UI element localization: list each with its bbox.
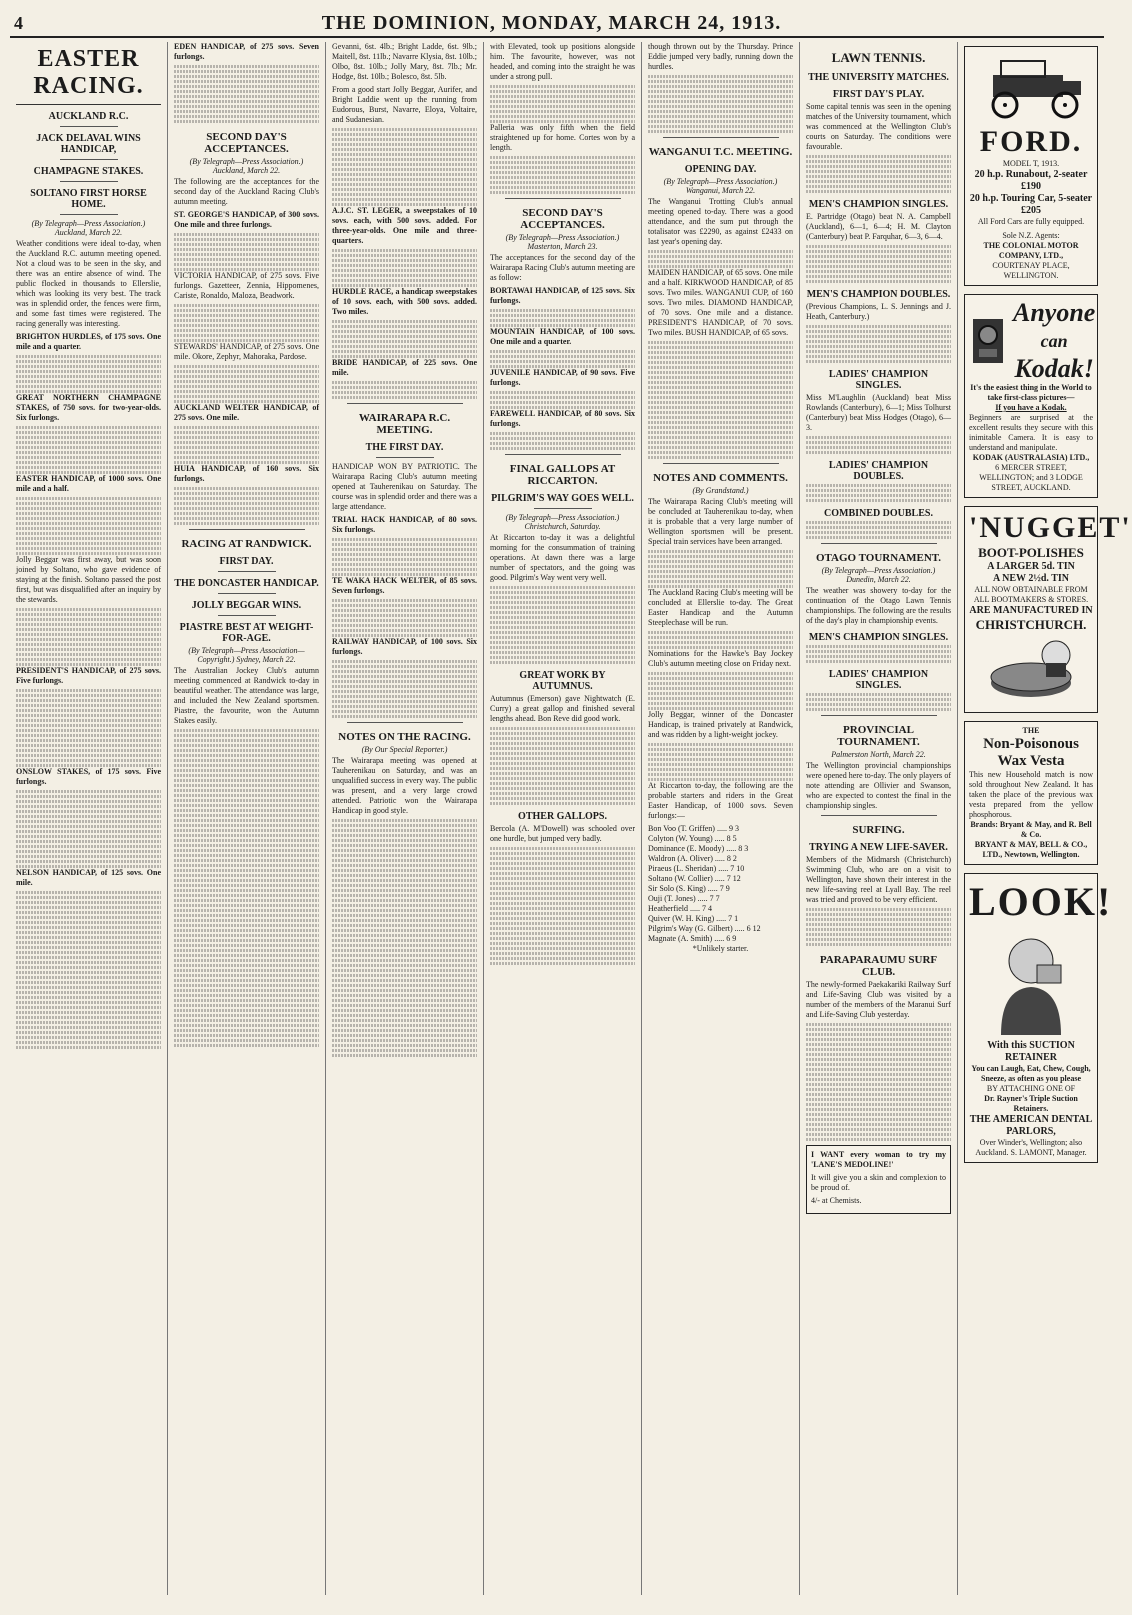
article-paragraph: At Riccarton to-day it was a delightful morning for the consummation of training operations. At dawn there was a large number of spectators, and the going was good. Pilgrim's Way went very well. <box>490 533 635 582</box>
column-5 <box>642 42 800 1595</box>
subhead: FIRST DAY. <box>219 556 274 567</box>
ad-text: 4/- at Chemists. <box>811 1196 862 1205</box>
portrait-illustration <box>981 925 1081 1035</box>
ad-text: Dr. Rayner's Triple Suction Retainers. <box>984 1094 1078 1113</box>
subhead: LADIES' CHAMPION DOUBLES. <box>828 460 929 482</box>
race-heading: HURDLE RACE, a handicap sweepstakes of 10 sovs. each, with 500 sovs. added. Two miles. <box>332 287 477 316</box>
article-paragraph: The newly-formed Paekakariki Railway Surf and Life-Saving Club was visited by a number of the members of the Maranui Surf and Life-Saving Club yesterday. <box>806 980 951 1019</box>
subhead: OPENING DAY. <box>684 164 757 175</box>
article-paragraph: though thrown out by the Thursday. Prince Eddie jumped very badly, running down the hurdles. <box>648 42 793 71</box>
race-heading: A.J.C. ST. LEGER, a sweepstakes of 10 sovs. each, with 500 sovs. added. For three-year-olds. One mile and three-quarters. <box>332 206 477 245</box>
byline: (By Telegraph—Press Association.) Wanganui, March 22. <box>663 177 778 195</box>
race-heading: NELSON HANDICAP, of 125 sovs. One mile. <box>16 868 161 887</box>
section-heading: FINAL GALLOPS AT RICCARTON. <box>509 463 616 487</box>
starter-entry: Bon Voo (T. Griffen) ..... 9 3 <box>648 824 739 833</box>
race-entries: STEWARDS' HANDICAP, of 275 sovs. One mile. Okore, Zephyr, Mahoraka, Pardose. <box>174 342 319 361</box>
race-heading: AUCKLAND WELTER HANDICAP, of 275 sovs. One mile. <box>174 403 319 422</box>
nugget-advert <box>964 506 1132 713</box>
subhead: THE FIRST DAY. <box>365 442 444 453</box>
ad-text: Beginners are surprised at the excellent results they secure with this inimitable Camera. It is easy to understand and manipulate. <box>969 413 1093 452</box>
ad-address: 6 MERCER STREET, WELLINGTON; and 3 LODGE STREET, AUCKLAND. <box>979 463 1083 492</box>
column-4 <box>484 42 642 1595</box>
ad-company: THE AMERICAN DENTAL PARLORS, <box>969 1114 1093 1137</box>
race-heading: GREAT NORTHERN CHAMPAGNE STAKES, of 750 sovs. for two-year-olds. Six furlongs. <box>16 393 161 422</box>
section-heading: PROVINCIAL TOURNAMENT. <box>837 724 920 748</box>
article-paragraph: Some capital tennis was seen in the opening matches of the University tournament, which was commenced at the Wellington Club's courts on Saturday. The conditions were favourable. <box>806 102 951 151</box>
column-7-adverts <box>958 42 1132 1595</box>
race-heading: ST. GEORGE'S HANDICAP, of 300 sovs. One mile and three furlongs. <box>174 210 319 229</box>
byline: (By Telegraph—Press Association.) Auckland, March 22. <box>31 219 146 237</box>
section-heading: SURFING. <box>852 824 905 836</box>
section-heading: EASTER RACING. <box>16 46 161 105</box>
footnote: *Unlikely starter. <box>692 944 749 953</box>
article-paragraph: The Wellington provincial championships were opened here to-day. The only players of note attending are Ollivier and Swanson, who are expected to contest the final in the championship singles. <box>806 761 951 810</box>
ad-text: CHRISTCHURCH. <box>975 617 1087 632</box>
starter-entry: Magnate (A. Smith) ..... 6 9 <box>648 934 737 943</box>
ad-address: COURTENAY PLACE, WELLINGTON. <box>992 261 1070 280</box>
subhead: PILGRIM'S WAY GOES WELL. <box>491 493 634 504</box>
section-heading: WANGANUI T.C. MEETING. <box>648 146 793 158</box>
subhead: AUCKLAND R.C. <box>48 111 129 122</box>
dental-advert <box>964 873 1113 1163</box>
byline: (By Telegraph—Press Association.) Masterton, March 23. <box>505 233 620 251</box>
article-paragraph: HANDICAP WON BY PATRIOTIC. The Wairarapa Racing Club's autumn meeting opened at Tauherenikau on Saturday. The course was in splendid order and there was a large attendance. <box>332 462 477 511</box>
subhead: FIRST DAY'S PLAY. <box>832 89 925 100</box>
byline: Palmerston North, March 22. <box>831 750 926 759</box>
subhead: SOLTANO FIRST HORSE HOME. <box>30 188 147 210</box>
ad-text: If you have a Kodak. <box>995 403 1067 412</box>
starter-entry: Heatherfield ..... 7 4 <box>648 904 712 913</box>
subhead: MEN'S CHAMPION DOUBLES. <box>806 289 951 300</box>
race-heading: PRESIDENT'S HANDICAP, of 275 sovs. Five furlongs. <box>16 666 161 685</box>
match-results: Miss M'Laughlin (Auckland) beat Miss Rowlands (Canterbury), 6—1; Miss Tolhurst (Canterbury) beat Miss Hodges (Otago), 6—3. <box>806 393 951 432</box>
race-heading: EDEN HANDICAP, of 275 sovs. Seven furlongs. <box>174 42 319 61</box>
article-paragraph: Bercola (A. M'Dowell) was schooled over one hurdle, but jumped very badly. <box>490 824 635 843</box>
race-heading: ONSLOW STAKES, of 175 sovs. Five furlongs. <box>16 767 161 786</box>
subhead: THE DONCASTER HANDICAP. <box>174 578 319 589</box>
article-paragraph: The Auckland Racing Club's meeting will be concluded at Ellerslie to-day. The Great Easter Handicap and the Autumn Steeplechase will be run. <box>648 588 793 627</box>
newspaper-page <box>10 10 1132 1595</box>
subhead: JACK DELAVAL WINS HANDICAP, <box>36 133 141 155</box>
section-heading: LAWN TENNIS. <box>831 50 926 65</box>
ad-text: Brands: Bryant & May, and R. Bell & Co. <box>970 820 1092 839</box>
section-heading: OTAGO TOURNAMENT. <box>815 552 942 564</box>
ad-text: MODEL T, 1913. <box>1002 159 1060 168</box>
ad-price-line: 20 h.p. Runabout, 2-seater £190 <box>974 169 1088 192</box>
ad-text: With this SUCTION RETAINER <box>987 1040 1075 1063</box>
ad-text: A NEW 2½d. TIN <box>992 573 1070 584</box>
ad-headline: LOOK! <box>969 879 1113 924</box>
ad-company: BRYANT & MAY, BELL & CO., LTD., Newtown, Wellington. <box>974 840 1088 859</box>
column-6 <box>800 42 958 1595</box>
subhead: THE UNIVERSITY MATCHES. <box>808 72 949 83</box>
byline: (By Grandstand.) <box>692 486 749 495</box>
column-2 <box>168 42 326 1595</box>
race-heading: TE WAKA HACK WELTER, of 85 sovs. Seven furlongs. <box>332 576 477 595</box>
race-heading: HUIA HANDICAP, of 160 sovs. Six furlongs. <box>174 464 319 483</box>
match-results: (Previous Champions, L. S. Jennings and J. Heath, Canterbury.) <box>806 302 951 321</box>
ad-headline: can <box>1040 331 1068 351</box>
starter-entry: Pilgrim's Way (G. Gilbert) ..... 6 12 <box>648 924 761 933</box>
subhead: TRYING A NEW LIFE-SAVER. <box>809 842 948 853</box>
ford-advert <box>964 46 1098 286</box>
ad-text: THE <box>1022 726 1040 735</box>
article-paragraph: Autumnus (Emerson) gave Nightwatch (E. Curry) a great gallop and finished several lengths ahead. Bon Reve did good work. <box>490 694 635 723</box>
starter-entry: Sir Solo (S. King) ..... 7 9 <box>648 884 730 893</box>
ad-text: A LARGER 5d. TIN <box>987 561 1075 572</box>
byline: (By Our Special Reporter.) <box>361 745 448 754</box>
starter-entry: Ouji (T. Jones) ..... 7 7 <box>648 894 720 903</box>
article-paragraph: Weather conditions were ideal to-day, when the Auckland R.C. autumn meeting opened. Not a cloud was to be seen in the sky, and there was an entire absence of wind. The public flocked in thousands to Ellerslie, which was looking its very best. The track was in splendid order, the fences were firm, and some fast times were registered. The racing generally was interesting. <box>16 239 161 328</box>
race-heading: JUVENILE HANDICAP, of 90 sovs. Five furlongs. <box>490 368 635 387</box>
starter-entry: Quiver (W. H. King) ..... 7 1 <box>648 914 739 923</box>
starter-entry: Dominance (E. Moody) ..... 8 3 <box>648 844 749 853</box>
section-heading: NOTES AND COMMENTS. <box>653 472 788 484</box>
subhead: COMBINED DOUBLES. <box>824 508 933 519</box>
race-heading: FAREWELL HANDICAP, of 80 sovs. Six furlongs. <box>490 409 635 428</box>
subhead: OTHER GALLOPS. <box>518 811 607 822</box>
ad-text: All Ford Cars are fully equipped. <box>977 217 1085 226</box>
article-paragraph: At Riccarton to-day, the following are the probable starters and riders in the Great Easter Handicap, of 1000 sovs. Seven furlongs:— <box>648 781 793 820</box>
column-3 <box>326 42 484 1595</box>
ad-text: It will give you a skin and complexion to be proud of. <box>811 1173 946 1192</box>
race-heading: EASTER HANDICAP, of 1000 sovs. One mile and a half. <box>16 474 161 493</box>
byline: (By Telegraph—Press Association.) Dunedin, March 22. <box>821 566 936 584</box>
car-illustration <box>971 53 1091 123</box>
article-paragraph: The Wairarapa Racing Club's meeting will be concluded at Tauherenikau to-day, when it is probable that a very large number of Wellington sportsmen will be present. Special train services have been arranged. <box>648 497 793 546</box>
race-heading: BRIDE HANDICAP, of 225 sovs. One mile. <box>332 358 477 377</box>
match-results: E. Partridge (Otago) beat N. A. Campbell (Auckland), 6—1, 6—4; H. M. Clayton (Canterbury) beat P. Farquhar, 6—3, 6—4. <box>806 212 951 241</box>
section-heading: SECOND DAY'S ACCEPTANCES. <box>520 207 605 231</box>
article-paragraph: The acceptances for the second day of the Wairarapa Racing Club's autumn meeting are as follow: <box>490 253 635 282</box>
article-paragraph: Gevanni, 6st. 4lb.; Bright Ladde, 6st. 9lb.; Maitell, 8st. 11lb.; Navarre Klysia, 8st. 10lb.; Olbo, 8st. 10lb.; Jolly Mary, 8st. 7lb.; Mr. Hodge, 8st. 10lb.; Bolesco, 8st. 5lb. <box>332 42 478 81</box>
ford-logo: FORD. <box>979 125 1083 158</box>
nugget-logo: 'NUGGET' <box>969 511 1132 544</box>
race-entries: VICTORIA HANDICAP, of 275 sovs. Five furlongs. Gazetteer, Zennia, Hippomenes, Cariste, Ronaldo, Maloza, Beadwork. <box>174 271 319 300</box>
columns <box>10 42 1132 1595</box>
lanes-medoline-advert <box>806 1145 951 1214</box>
section-heading: PARAPARAUMU SURF CLUB. <box>819 954 938 978</box>
subhead: GREAT WORK BY AUTUMNUS. <box>519 670 606 692</box>
kodak-advert <box>964 294 1098 498</box>
article-paragraph: The following are the acceptances for the second day of the Auckland Racing Club's autumn meeting. <box>174 177 319 206</box>
ad-address: Over Winder's, Wellington; also Auckland. S. LAMONT, Manager. <box>975 1138 1087 1157</box>
subhead: MEN'S CHAMPION SINGLES. <box>808 632 949 643</box>
ad-text: It's the easiest thing in the World to take first-class pictures— <box>970 383 1092 402</box>
race-heading: RAILWAY HANDICAP, of 100 sovs. Six furlongs. <box>332 637 477 656</box>
byline: (By Telegraph—Press Association.) Auckland, March 22. <box>189 157 304 175</box>
article-paragraph: The Wanganui Trotting Club's annual meeting opened to-day. There was a good attendance, and the sum put through the totalisator was £2290, as against £2433 on last year's opening day. <box>648 197 793 246</box>
ad-text: You can Laugh, Eat, Chew, Cough, Sneeze, as often as you please <box>971 1064 1091 1083</box>
subhead: CHAMPAGNE STAKES. <box>33 166 144 177</box>
ad-company: THE COLONIAL MOTOR COMPANY, LTD., <box>983 241 1079 260</box>
article-paragraph: The weather was showery to-day for the continuation of the Otago Lawn Tennis championships. The following are the results of the day's play in championship events. <box>806 586 951 625</box>
ad-text: ARE MANUFACTURED IN <box>969 605 1093 616</box>
subhead: PIASTRE BEST AT WEIGHT-FOR-AGE. <box>179 622 314 644</box>
newspaper-title: THE DOMINION, MONDAY, MARCH 24, 1913. <box>321 11 782 34</box>
subhead: LADIES' CHAMPION SINGLES. <box>828 669 929 691</box>
camera-icon <box>969 313 1009 369</box>
section-heading: RACING AT RANDWICK. <box>181 538 312 550</box>
ad-text: This new Household match is now sold throughout New Zealand. It has taken the place of the previous wax vesta prepared from the yellow phosphorous. <box>969 770 1093 819</box>
article-paragraph: From a good start Jolly Beggar, Aurifer, and Bright Laddie went up the running from Eudorous, Burst, Navarre, Eloya, Voltaire, and Sudanesian. <box>332 85 477 124</box>
masthead <box>10 10 1104 38</box>
race-heading: TRIAL HACK HANDICAP, of 80 sovs. Six furlongs. <box>332 515 477 534</box>
race-heading: MOUNTAIN HANDICAP, of 100 sovs. One mile and a quarter. <box>490 327 635 346</box>
article-paragraph: The Australian Jockey Club's autumn meeting commenced at Randwick to-day in beautiful weather. The attendance was large, and included the New Zealand sportsmen. Piastre, the favourite, won the Autumn Stakes easily. <box>174 666 319 725</box>
section-heading: WAIRARAPA R.C. MEETING. <box>358 412 451 436</box>
article-paragraph: The Wairarapa meeting was opened at Tauherenikau on Saturday, and was an unqualified success in every way. The public was present, and a very large crowd attended. Patriotic won the Wairarapa Handicap in good style. <box>332 756 477 815</box>
kodak-logo: Kodak! <box>1014 354 1094 383</box>
column-1 <box>10 42 168 1595</box>
starter-entry: Piraeus (L. Sheridan) ..... 7 10 <box>648 864 745 873</box>
byline: (By Telegraph—Press Association.) Christchurch, Saturday. <box>505 513 620 531</box>
race-results: MAIDEN HANDICAP, of 65 sovs. One mile and a half. KIRKWOOD HANDICAP, of 85 sovs. Two miles. WANGANUI CUP, of 160 sovs. Two miles. DIAMOND HANDICAP, of 70 sovs. One mile and a distance. PRESIDENT'S HANDICAP, of 70 sovs. Two miles. BUSH HANDICAP, of 65 sovs. <box>648 268 793 337</box>
article-paragraph: with Elevated, took up positions alongside him. The favourite, however, was not headed, and coming into the straight he was under a strong pull. <box>490 42 635 81</box>
ad-text: BY ATTACHING ONE OF <box>986 1084 1076 1093</box>
starter-entry: Soltano (W. Collier) ..... 7 12 <box>648 874 741 883</box>
ad-headline: Anyone <box>1013 298 1096 327</box>
byline: (By Telegraph—Press Association—Copyright.) Sydney, March 22. <box>188 646 305 664</box>
starter-entry: Colyton (W. Young) ..... 8 5 <box>648 834 737 843</box>
race-heading: BORTAWAI HANDICAP, of 125 sovs. Six furlongs. <box>490 286 635 305</box>
ad-price-line: 20 h.p. Touring Car, 5-seater £205 <box>969 193 1093 216</box>
ad-company: KODAK (AUSTRALASIA) LTD., <box>972 453 1090 462</box>
polish-tin-illustration <box>976 633 1086 703</box>
subhead: LADIES' CHAMPION SINGLES. <box>828 369 929 391</box>
race-heading: BRIGHTON HURDLES, of 175 sovs. One mile and a quarter. <box>16 332 161 351</box>
ad-headline: I WANT every woman to try my 'LANE'S MEDOLINE!' <box>811 1150 946 1169</box>
section-heading: NOTES ON THE RACING. <box>338 731 471 743</box>
article-paragraph: Jolly Beggar, winner of the Doncaster Handicap, is trained privately at Randwick, and was ridden by a light-weight jockey. <box>648 710 793 739</box>
probable-starters-list <box>648 824 793 944</box>
ad-headline: BOOT-POLISHES <box>978 545 1084 560</box>
article-paragraph: Nominations for the Hawke's Bay Jockey Club's autumn meeting close on Friday next. <box>648 649 793 668</box>
wax-vesta-advert <box>964 721 1098 865</box>
ad-text: ALL NOW OBTAINABLE FROM ALL BOOTMAKERS & STORES. <box>973 585 1089 604</box>
article-paragraph: Jolly Beggar was first away, but was soon joined by Soltano, who gave evidence of staying at the finish. Soltano passed the post first, but was disqualified after an inquiry by the stewards. <box>16 555 161 604</box>
subhead: MEN'S CHAMPION SINGLES. <box>808 199 949 210</box>
article-paragraph: Members of the Midmarsh (Christchurch) Swimming Club, who are on a visit to Wellington, have shown their interest in the new life-saving reel at Lyall Bay. The reel was tried and proved to be very efficient. <box>806 855 951 904</box>
ad-text: Sole N.Z. Agents: <box>1002 231 1060 240</box>
subhead: JOLLY BEGGAR WINS. <box>191 600 302 611</box>
page-number: 4 <box>14 12 23 33</box>
section-heading: SECOND DAY'S ACCEPTANCES. <box>204 131 289 155</box>
article-paragraph: Palleria was only fifth when the field straightened up for home. Cortes won by a length. <box>490 123 635 152</box>
starter-entry: Waldron (A. Oliver) ..... 8 2 <box>648 854 737 863</box>
ad-headline: Non-Poisonous Wax Vesta <box>983 736 1079 769</box>
